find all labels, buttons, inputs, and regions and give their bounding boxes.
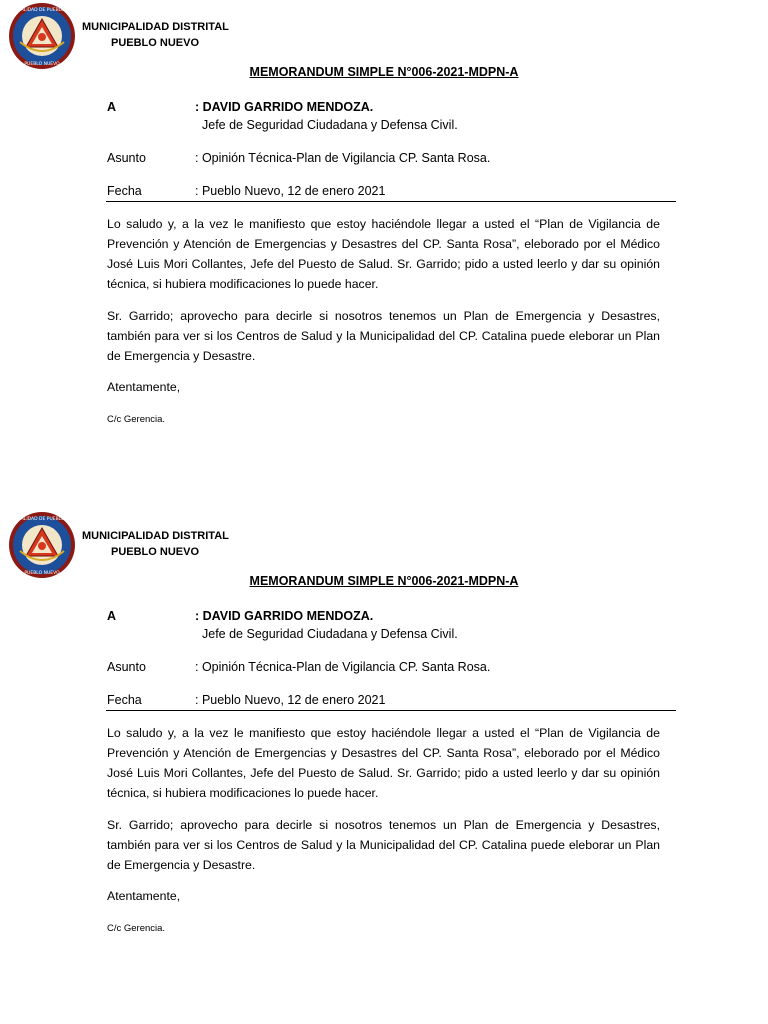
municipal-seal-logo (1, 2, 83, 70)
seal-text-top: MUNICIPALIDAD DE PUEBLO NUEVO (1, 517, 83, 522)
carbon-copy-note: C/c Gerencia. (107, 923, 166, 934)
to-position: Jefe de Seguridad Ciudadana y Defensa Civil. (202, 627, 458, 641)
closing-text: Atentamente, (107, 889, 181, 903)
organization-name (82, 528, 229, 560)
carbon-copy-note: C/c Gerencia. (107, 414, 166, 425)
date-value: : Pueblo Nuevo, 12 de enero 2021 (195, 693, 386, 707)
memo-title: MEMORANDUM SIMPLE N°006-2021-MDPN-A (249, 65, 519, 79)
divider-line (106, 201, 676, 202)
seal-text-top: MUNICIPALIDAD DE PUEBLO NUEVO (1, 8, 83, 13)
subject-value: : Opinión Técnica-Plan de Vigilancia CP. Santa Rosa. (195, 660, 491, 674)
memo-title: MEMORANDUM SIMPLE N°006-2021-MDPN-A (249, 574, 519, 588)
org-line-2: PUEBLO NUEVO (111, 546, 200, 558)
subject-value: : Opinión Técnica-Plan de Vigilancia CP. Santa Rosa. (195, 151, 491, 165)
date-label: Fecha (107, 184, 142, 198)
to-label: A (107, 609, 117, 623)
divider-line (106, 710, 676, 711)
date-value: : Pueblo Nuevo, 12 de enero 2021 (195, 184, 386, 198)
to-label: A (107, 100, 117, 114)
subject-label: Asunto (107, 660, 146, 674)
to-name: : DAVID GARRIDO MENDOZA. (195, 100, 374, 114)
date-label: Fecha (107, 693, 142, 707)
body-paragraph-1: Lo saludo y, a la vez le manifiesto que estoy haciéndole llegar a usted el “Plan de Vigilancia de Prevención y Atención de Emergencias y Desastres del CP. Santa Rosa”, eleborado por el Médico José Luis Mori Collantes, Jefe del Puesto de Salud. Sr. Garrido; pido a usted leerlo y dar su opinión técnica, si hubiera modificaciones lo puede hacer. (107, 726, 660, 800)
org-line-1: MUNICIPALIDAD DISTRITAL (82, 530, 229, 542)
seal-text-bottom: PUEBLO NUEVO (24, 62, 60, 67)
body-paragraph-2: Sr. Garrido; aprovecho para decirle si nosotros tenemos un Plan de Emergencia y Desastres, también para ver si los Centros de Salud y la Municipalidad del CP. Catalina puede eleborar un Plan de Emergencia y Desastre. (107, 818, 660, 872)
memo-copy-2 (0, 509, 768, 1009)
subject-label: Asunto (107, 151, 146, 165)
memo-copy-1 (0, 0, 768, 500)
to-name: : DAVID GARRIDO MENDOZA. (195, 609, 374, 623)
body-paragraph-2: Sr. Garrido; aprovecho para decirle si nosotros tenemos un Plan de Emergencia y Desastres, también para ver si los Centros de Salud y la Municipalidad del CP. Catalina puede eleborar un Plan de Emergencia y Desastre. (107, 309, 660, 363)
body-paragraph-1: Lo saludo y, a la vez le manifiesto que estoy haciéndole llegar a usted el “Plan de Vigilancia de Prevención y Atención de Emergencias y Desastres del CP. Santa Rosa”, eleborado por el Médico José Luis Mori Collantes, Jefe del Puesto de Salud. Sr. Garrido; pido a usted leerlo y dar su opinión técnica, si hubiera modificaciones lo puede hacer. (107, 217, 660, 291)
closing-text: Atentamente, (107, 380, 181, 394)
org-line-2: PUEBLO NUEVO (111, 37, 200, 49)
seal-text-bottom: PUEBLO NUEVO (24, 571, 60, 576)
organization-name (82, 19, 229, 51)
org-line-1: MUNICIPALIDAD DISTRITAL (82, 21, 229, 33)
to-position: Jefe de Seguridad Ciudadana y Defensa Civil. (202, 118, 458, 132)
municipal-seal-logo (1, 511, 83, 579)
